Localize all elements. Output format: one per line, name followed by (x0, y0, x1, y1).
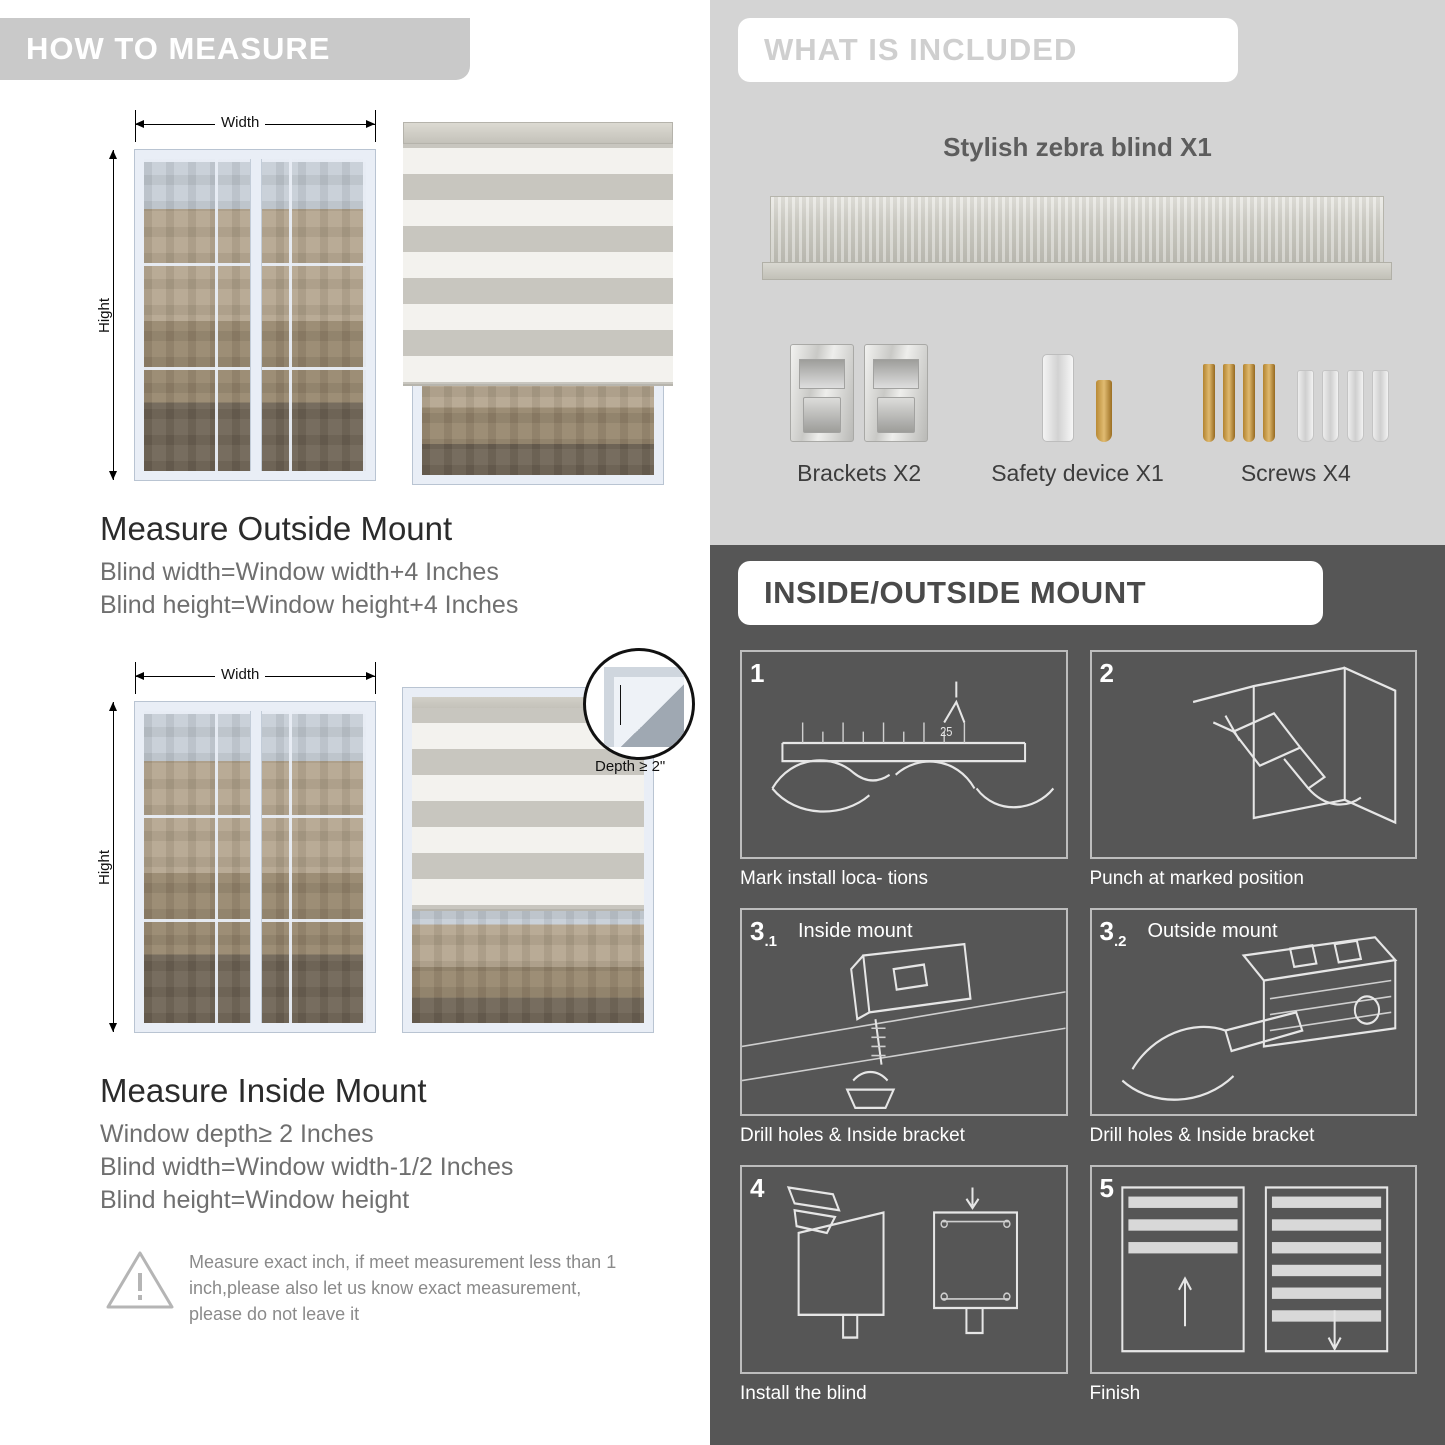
tick (375, 110, 376, 142)
outside-mount-line-2: Blind height=Window height+4 Inches (100, 591, 519, 619)
step-number: $3_{.2}$ (1099, 915, 1127, 950)
inside-height-label: Hight (96, 849, 114, 886)
step-number: 4 (750, 1173, 765, 1204)
screws-icon (1187, 330, 1405, 442)
warning-icon (105, 1249, 175, 1316)
parts-list (750, 330, 1405, 487)
step-2 (1090, 650, 1418, 890)
part-label: Safety device X1 (991, 460, 1164, 486)
part-label: Brackets X2 (797, 460, 922, 486)
step-4 (740, 1165, 1068, 1405)
product-title: Stylish zebra blind X1 (943, 132, 1212, 162)
safety-device-icon (968, 330, 1186, 442)
window-outside (135, 150, 375, 480)
outside-height-label: Hight (96, 297, 114, 334)
measurement-note (105, 1249, 625, 1327)
step-1 (740, 650, 1068, 890)
outside-mount-line-1: Blind width=Window width+4 Inches (100, 558, 499, 586)
svg-text:25: 25 (940, 724, 953, 740)
step-caption: Drill holes & Inside bracket (1089, 1125, 1315, 1147)
step-inline-label: Inside mount (798, 919, 913, 942)
step-inline-label: Outside mount (1147, 919, 1278, 942)
inside-height-arrow (113, 702, 114, 1032)
measurement-note-text: Measure exact inch, if meet measurement less than 1 inch,please also let us know exact measurement, please do not leave it (189, 1252, 617, 1325)
outside-mount-title: Measure Outside Mount (100, 510, 453, 547)
step-3-1 (740, 908, 1068, 1148)
inside-mount-line-3: Blind height=Window height (100, 1186, 410, 1214)
how-to-measure-header: HOW TO MEASURE (0, 18, 470, 80)
inside-mount-title: Measure Inside Mount (100, 1072, 427, 1109)
inside-mount-diagram (35, 654, 675, 1054)
outside-width-label: Width (215, 114, 265, 131)
depth-callout (583, 648, 695, 760)
outside-height-arrow (113, 150, 114, 480)
part-screws (1187, 330, 1405, 487)
part-brackets (750, 330, 968, 487)
tick (135, 662, 136, 694)
step-number: 5 (1099, 1173, 1114, 1204)
step-caption: Drill holes & Inside bracket (740, 1125, 965, 1147)
zebra-blind-product-image (762, 196, 1392, 292)
outside-mount-diagram (35, 102, 675, 492)
what-is-included-header: WHAT IS INCLUDED (738, 18, 1238, 82)
brackets-icon (750, 330, 968, 442)
step-caption: Punch at marked position (1089, 867, 1304, 889)
inside-outside-mount-header: INSIDE/OUTSIDE MOUNT (738, 561, 1323, 625)
step-number: 1 (750, 658, 765, 688)
tick (135, 110, 136, 142)
what-is-included-panel (710, 0, 1445, 545)
step-4-illustration (740, 1165, 1068, 1374)
how-to-measure-panel (0, 0, 710, 1445)
step-number: $3_{.1}$ (750, 915, 777, 950)
step-caption: Finish (1089, 1383, 1141, 1404)
step-number: 2 (1099, 658, 1114, 688)
step-3-2-illustration (1090, 908, 1418, 1117)
step-caption: Mark install loca- tions (740, 867, 928, 889)
inside-mount-line-1: Window depth≥ 2 Inches (100, 1120, 374, 1148)
step-3-2 (1090, 908, 1418, 1148)
step-caption: Install the blind (740, 1383, 867, 1404)
window-inside (135, 702, 375, 1032)
inside-mount-line-2: Blind width=Window width-1/2 Inches (100, 1153, 514, 1181)
part-safety-device (968, 330, 1186, 487)
outside-mount-blind (403, 122, 673, 492)
step-3-1-illustration (740, 908, 1068, 1117)
inside-width-label: Width (215, 666, 265, 683)
steps-grid (740, 650, 1417, 1405)
step-1-illustration (740, 650, 1068, 859)
depth-label: Depth ≥ 2" (595, 758, 666, 775)
part-label: Screws X4 (1240, 460, 1351, 486)
tick (375, 662, 376, 694)
step-2-illustration (1090, 650, 1418, 859)
step-5-illustration (1090, 1165, 1418, 1374)
step-5 (1090, 1165, 1418, 1405)
inside-outside-mount-panel (710, 545, 1445, 1445)
